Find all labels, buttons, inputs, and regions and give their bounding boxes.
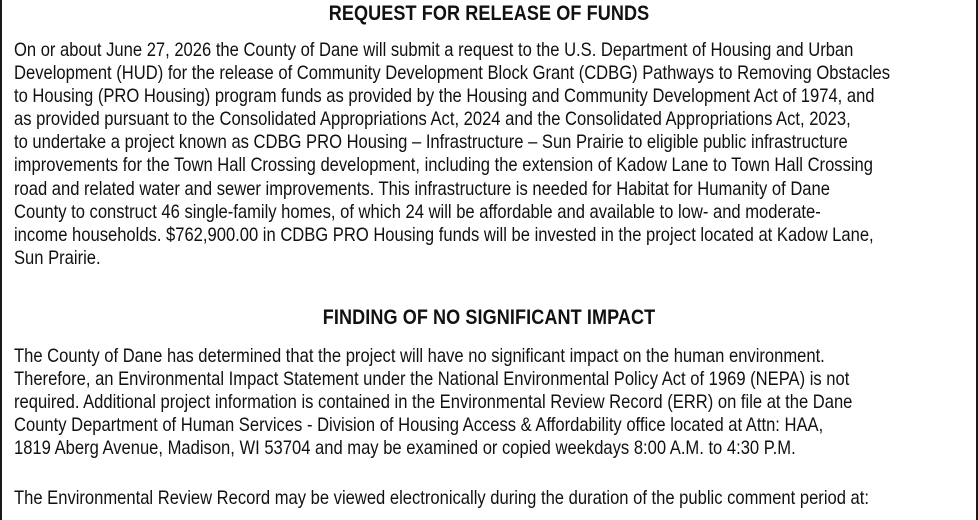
paragraph-line: Development (HUD) for the release of Community Development Block Grant (CDBG) Pathways to Removing Obstacles	[14, 62, 891, 85]
paragraph-line: as provided pursuant to the Consolidated Appropriations Act, 2024 and the Consolidated Appropriations Act, 2023,	[14, 108, 851, 131]
paragraph-line: road and related water and sewer improvements. This infrastructure is needed for Habitat for Humanity of Dane	[14, 177, 830, 200]
paragraph-environmental-review-record	[14, 487, 976, 510]
paragraph-line: County Department of Human Services - Division of Housing Access & Affordability office located at Attn: HAA,	[14, 414, 824, 437]
paragraph-line: required. Additional project information is contained in the Environmental Review Record (ERR) on file at the Dane	[14, 391, 853, 414]
paragraph-line: The County of Dane has determined that the project will have no significant impact on the human environment.	[14, 345, 825, 367]
paragraph-line: to Housing (PRO Housing) program funds as provided by the Housing and Community Development Act of 1974, and	[14, 85, 875, 108]
paragraph-line: to undertake a project known as CDBG PRO Housing – Infrastructure – Sun Prairie to eligible public infrastructure	[14, 131, 848, 154]
paragraph-line: Sun Prairie.	[14, 246, 101, 269]
paragraph-line: The Environmental Review Record may be viewed electronically during the duration of the public comment period at:	[14, 487, 869, 509]
paragraph-line: income households. $762,900.00 in CDBG PRO Housing funds will be invested in the project located at Kadow Lane,	[14, 223, 874, 246]
paragraph-line: County to construct 46 single-family homes, of which 24 will be affordable and available to low- and moderate-	[14, 200, 821, 223]
paragraph-line: 1819 Aberg Avenue, Madison, WI 53704 and may be examined or copied weekdays 8:00 A.M. to 4:30 P.M.	[14, 437, 796, 460]
paragraph-line: improvements for the Town Hall Crossing development, including the extension of Kadow Lane to Town Hall Crossing	[14, 154, 873, 177]
section-heading-request-release-of-funds: REQUEST FOR RELEASE OF FUNDS	[328, 2, 650, 25]
paragraph-request-release-of-funds	[14, 39, 976, 270]
paragraph-line: On or about June 27, 2026 the County of Dane will submit a request to the U.S. Department of Housing and Urban	[14, 39, 854, 61]
section-heading-finding-no-significant-impact: FINDING OF NO SIGNIFICANT IMPACT	[322, 306, 656, 329]
paragraph-finding-no-significant-impact	[14, 345, 976, 460]
paragraph-line: Therefore, an Environmental Impact Statement under the National Environmental Policy Act of 1969 (NEPA) is not	[14, 368, 850, 391]
